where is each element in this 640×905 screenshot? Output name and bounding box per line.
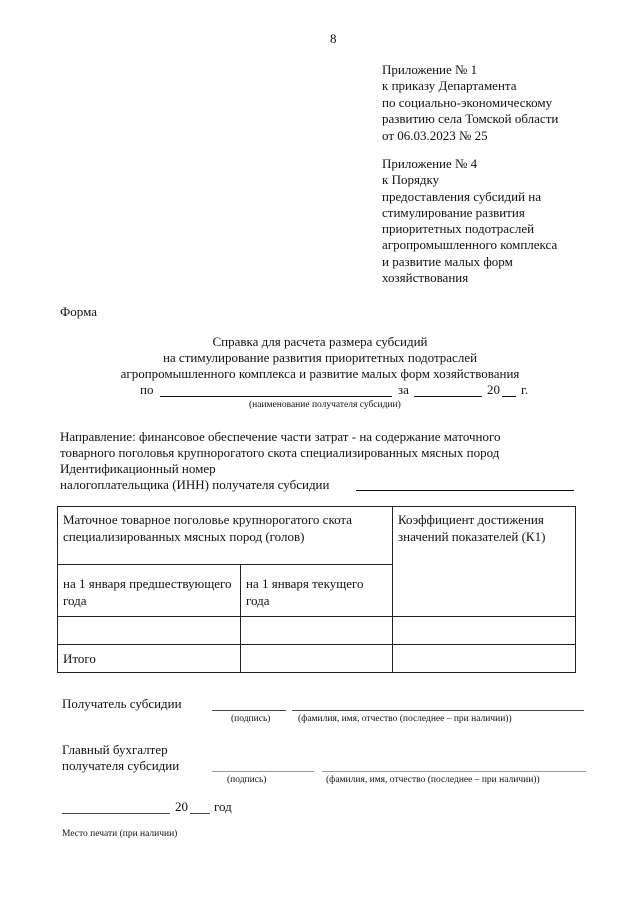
title-po: по — [140, 382, 154, 397]
appendix-4-line: приоритетных подотраслей — [382, 221, 535, 237]
title-line-3: агропромышленного комплекса и развитие малых форм хозяйствования — [120, 366, 520, 381]
cell-prev-value[interactable] — [58, 617, 241, 645]
appendix-1-block — [382, 62, 558, 144]
direction-line-1: Направление: финансовое обеспечение части затрат - на содержание маточного — [60, 429, 501, 444]
table-row — [58, 617, 576, 645]
accountant-name-caption: (фамилия, имя, отчество (последнее – при наличии)) — [326, 775, 540, 785]
direction-line-2: товарного поголовья крупнорогатого скота специализированных мясных пород — [60, 445, 500, 460]
appendix-1-line: развитию села Томской области — [382, 111, 559, 127]
appendix-4-block — [382, 156, 557, 286]
accountant-label-1: Главный бухгалтер — [62, 742, 168, 757]
inn-field[interactable] — [356, 490, 574, 491]
subsidy-table — [57, 506, 576, 673]
date-day-field[interactable] — [62, 813, 170, 814]
date-year-prefix: 20 — [175, 799, 188, 814]
header-main — [58, 507, 393, 565]
recipient-name-line[interactable] — [292, 710, 584, 711]
header-main-text: Маточное товарное поголовье крупнорогатого скота специализированных мясных пород (голов) — [63, 512, 353, 544]
recipient-name-field[interactable] — [160, 396, 392, 397]
recipient-signature-field[interactable] — [212, 710, 286, 711]
appendix-1-line: по социально-экономическому — [382, 94, 553, 110]
accountant-label-2: получателя субсидии — [62, 758, 180, 773]
date-year-suffix: год — [214, 799, 232, 814]
recipient-label: Получатель субсидии — [62, 696, 182, 711]
title-line-2: на стимулирование развития приоритетных подотраслей — [162, 350, 478, 365]
appendix-4-line: предоставления субсидий на — [382, 188, 542, 204]
accountant-signature-field[interactable] — [212, 771, 314, 772]
year-field[interactable] — [502, 396, 516, 397]
title-line-1: Справка для расчета размера субсидий — [212, 334, 428, 349]
date-year-field[interactable] — [190, 813, 210, 814]
cell-coef-value[interactable] — [393, 617, 576, 645]
title-year-prefix: 20 — [487, 382, 500, 397]
period-field[interactable] — [414, 396, 482, 397]
total-coef-value[interactable] — [393, 645, 576, 673]
appendix-4-line: и развитие малых форм — [382, 253, 513, 269]
form-label: Форма — [60, 304, 97, 319]
title-za: за — [398, 382, 409, 397]
page-number: 8 — [330, 31, 337, 46]
seal-place-label: Место печати (при наличии) — [62, 829, 178, 839]
title-year-suffix: г. — [521, 382, 529, 397]
total-label: Итого — [63, 651, 96, 666]
appendix-1-line: от 06.03.2023 № 25 — [382, 127, 488, 143]
accountant-name-line[interactable] — [322, 771, 586, 772]
col-prev-header — [58, 565, 241, 617]
appendix-1-line: к приказу Департамента — [382, 78, 517, 94]
total-label-cell — [58, 645, 241, 673]
appendix-4-line: к Порядку — [382, 172, 440, 188]
total-row — [58, 645, 576, 673]
recipient-name-caption: (фамилия, имя, отчество (последнее – при наличии)) — [298, 714, 512, 724]
col-prev-text: на 1 января предшествующего года — [63, 576, 232, 608]
direction-line-4: налогоплательщика (ИНН) получателя субсидии — [60, 477, 330, 492]
col-curr-header — [241, 565, 393, 617]
appendix-1-line: Приложение № 1 — [382, 62, 478, 77]
appendix-4-line: хозяйствования — [382, 270, 469, 286]
accountant-signature-caption: (подпись) — [227, 775, 267, 785]
header-coef — [393, 507, 576, 617]
direction-line-3: Идентификационный номер — [60, 461, 216, 476]
recipient-caption: (наименование получателя субсидии) — [249, 400, 401, 410]
col-curr-text: на 1 января текущего года — [246, 576, 364, 608]
appendix-4-line: Приложение № 4 — [382, 156, 478, 171]
appendix-4-line: стимулирование развития — [382, 204, 525, 220]
cell-curr-value[interactable] — [241, 617, 393, 645]
appendix-4-line: агропромышленного комплекса — [382, 237, 558, 253]
recipient-signature-caption: (подпись) — [231, 714, 271, 724]
header-coef-text: Коэффициент достижения значений показателей (К1) — [398, 512, 546, 544]
total-curr-value[interactable] — [241, 645, 393, 673]
